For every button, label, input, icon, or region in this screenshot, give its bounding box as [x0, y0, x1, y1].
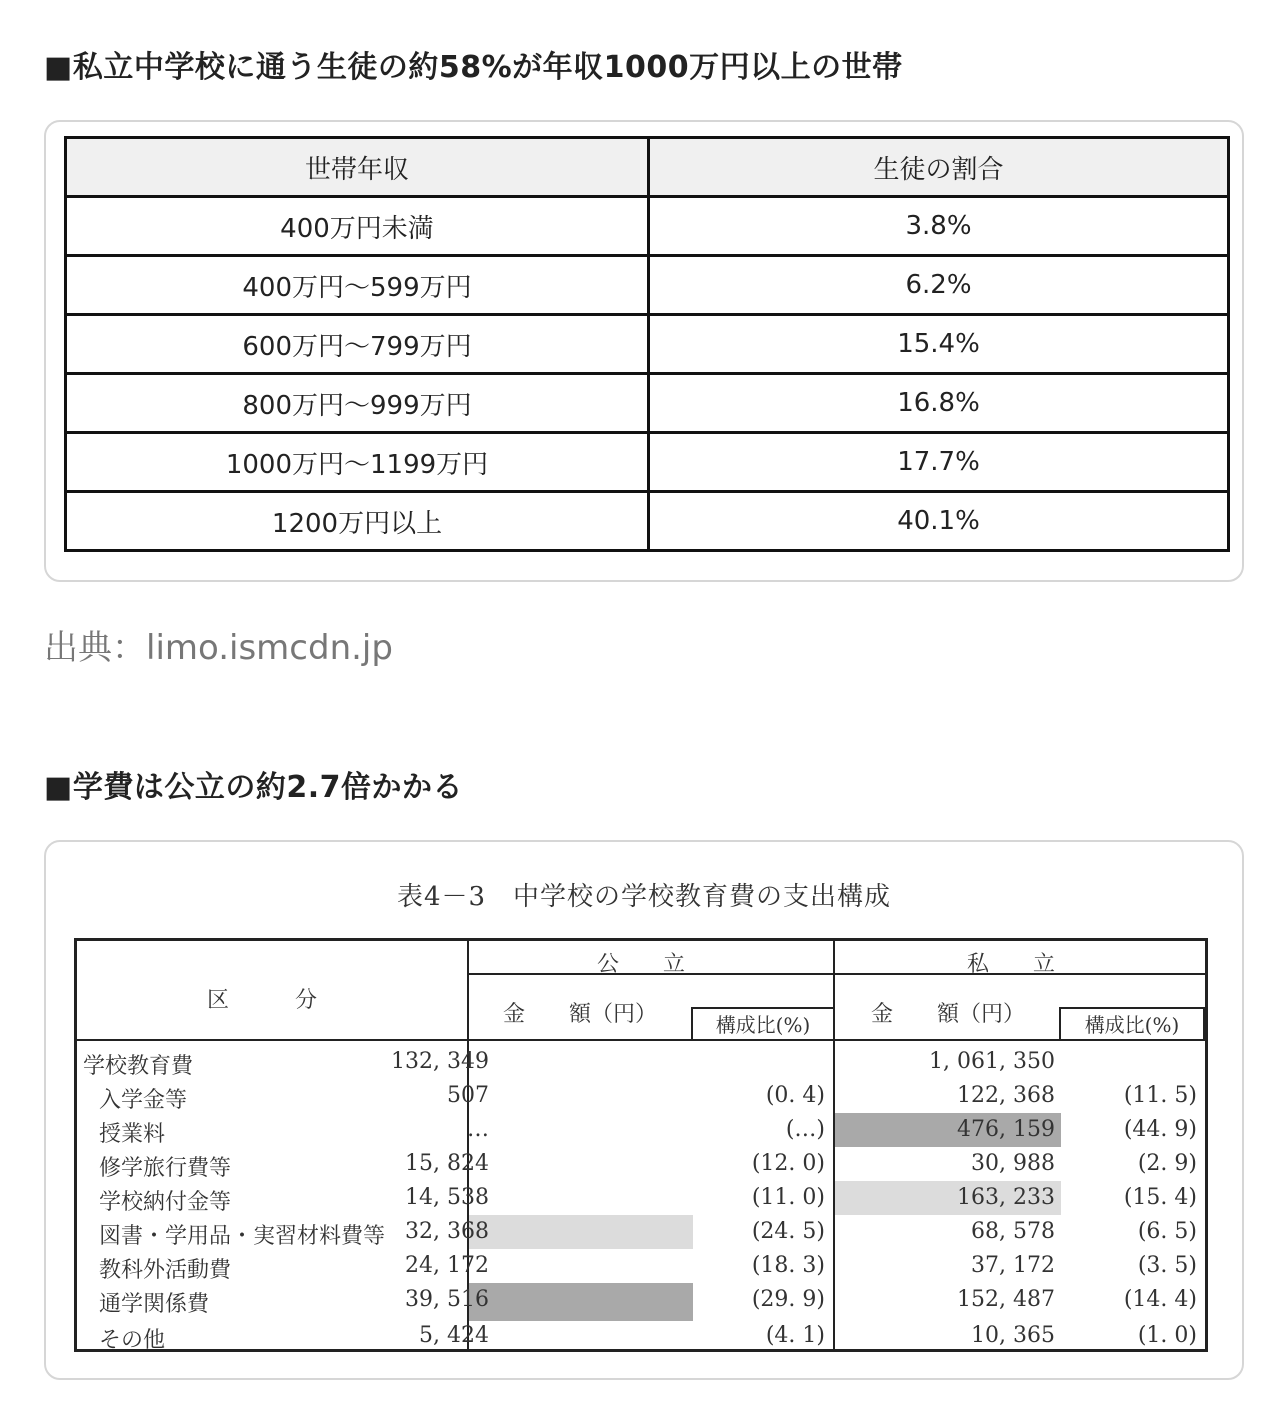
- header-private-amount: 金 額（円）: [871, 1002, 1026, 1027]
- income-table-panel: [44, 120, 1244, 582]
- header-household-income: 世帯年収: [66, 138, 649, 197]
- private-amount: 68, 578: [971, 1219, 1055, 1244]
- income-range-cell: 400万円未満: [66, 197, 649, 256]
- header-private: 私 立: [967, 952, 1056, 977]
- ratio-cell: 6.2%: [649, 256, 1229, 315]
- header-public-amount: 金 額（円）: [503, 1002, 658, 1027]
- table-row: [77, 1249, 1205, 1283]
- highlight-public-supplies: [469, 1215, 693, 1249]
- category-label: 入学金等: [99, 1088, 188, 1113]
- public-amount: 507: [447, 1083, 489, 1108]
- private-ratio: (11. 5): [1123, 1083, 1197, 1108]
- table-row: [77, 1283, 1205, 1321]
- public-amount: 14, 538: [405, 1185, 489, 1210]
- category-label: 学校納付金等: [99, 1190, 232, 1215]
- public-amount: 32, 368: [405, 1219, 489, 1244]
- income-range-cell: 1000万円〜1199万円: [66, 433, 649, 492]
- private-amount: 476, 159: [957, 1117, 1055, 1142]
- income-range-cell: 800万円〜999万円: [66, 374, 649, 433]
- ratio-cell: 40.1%: [649, 492, 1229, 551]
- highlight-public-commute: [469, 1283, 693, 1321]
- private-amount: 163, 233: [957, 1185, 1055, 1210]
- ratio-cell: 15.4%: [649, 315, 1229, 374]
- table-row: [66, 197, 1229, 256]
- public-amount: 132, 349: [391, 1049, 489, 1074]
- private-amount: 122, 368: [957, 1083, 1055, 1108]
- income-range-cell: 400万円〜599万円: [66, 256, 649, 315]
- private-amount: 1, 061, 350: [929, 1049, 1055, 1074]
- table-row: [77, 1147, 1205, 1181]
- public-ratio: (4. 1): [765, 1323, 825, 1348]
- table-row: [77, 1319, 1205, 1353]
- table-row: [66, 256, 1229, 315]
- public-ratio: (29. 9): [751, 1287, 825, 1312]
- category-label: 通学関係費: [99, 1292, 210, 1317]
- table-row: [77, 1181, 1205, 1215]
- table-row: [66, 374, 1229, 433]
- private-amount: 37, 172: [971, 1253, 1055, 1278]
- private-ratio: (14. 4): [1123, 1287, 1197, 1312]
- public-ratio: (18. 3): [751, 1253, 825, 1278]
- income-range-cell: 600万円〜799万円: [66, 315, 649, 374]
- header-public-ratio: 構成比(%): [691, 1007, 835, 1041]
- table-row: [66, 492, 1229, 551]
- public-amount: 15, 824: [405, 1151, 489, 1176]
- table-row: [77, 1215, 1205, 1249]
- table-row: [77, 1079, 1205, 1113]
- category-label: 学校教育費: [83, 1054, 194, 1079]
- header-student-ratio: 生徒の割合: [649, 138, 1229, 197]
- private-ratio: (2. 9): [1137, 1151, 1197, 1176]
- header-private-ratio: 構成比(%): [1059, 1007, 1205, 1041]
- public-ratio: (24. 5): [751, 1219, 825, 1244]
- table-header-row: [66, 138, 1229, 197]
- category-label: その他: [99, 1328, 166, 1353]
- group-header-line: [467, 973, 1205, 975]
- category-label: 修学旅行費等: [99, 1156, 232, 1181]
- public-amount: 39, 516: [405, 1287, 489, 1312]
- table-row: [66, 315, 1229, 374]
- public-amount: …: [467, 1117, 489, 1142]
- private-ratio: (44. 9): [1123, 1117, 1197, 1142]
- table-row: [77, 1113, 1205, 1147]
- table-caption: 表4－3 中学校の学校教育費の支出構成: [396, 882, 892, 912]
- section-heading-income: ■私立中学校に通う生徒の約58%が年収1000万円以上の世帯: [44, 50, 903, 85]
- expense-table-panel: [44, 840, 1244, 1380]
- ratio-cell: 17.7%: [649, 433, 1229, 492]
- source-citation: 出典：limo.ismcdn.jp: [44, 628, 393, 668]
- income-distribution-table: [64, 136, 1230, 552]
- category-label: 教科外活動費: [99, 1258, 232, 1283]
- ratio-cell: 3.8%: [649, 197, 1229, 256]
- header-public: 公 立: [597, 952, 686, 977]
- category-label: 授業料: [99, 1122, 166, 1147]
- public-amount: 24, 172: [405, 1253, 489, 1278]
- table-row: [77, 1045, 1205, 1079]
- private-ratio: (15. 4): [1123, 1185, 1197, 1210]
- section-heading-tuition: ■学費は公立の約2.7倍かかる: [44, 770, 463, 805]
- expense-structure-table: [74, 938, 1208, 1352]
- private-ratio: (6. 5): [1137, 1219, 1197, 1244]
- ratio-cell: 16.8%: [649, 374, 1229, 433]
- private-amount: 10, 365: [971, 1323, 1055, 1348]
- category-label: 図書・学用品・実習材料費等: [99, 1224, 386, 1249]
- private-amount: 152, 487: [957, 1287, 1055, 1312]
- private-ratio: (1. 0): [1137, 1323, 1197, 1348]
- income-range-cell: 1200万円以上: [66, 492, 649, 551]
- private-amount: 30, 988: [971, 1151, 1055, 1176]
- public-ratio: (0. 4): [765, 1083, 825, 1108]
- header-bottom-line: [77, 1039, 1205, 1041]
- table-row: [66, 433, 1229, 492]
- public-ratio: (11. 0): [751, 1185, 825, 1210]
- public-amount: 5, 424: [419, 1323, 489, 1348]
- header-category: 区 分: [207, 988, 318, 1013]
- public-ratio: (…): [785, 1117, 825, 1142]
- public-ratio: (12. 0): [751, 1151, 825, 1176]
- private-ratio: (3. 5): [1137, 1253, 1197, 1278]
